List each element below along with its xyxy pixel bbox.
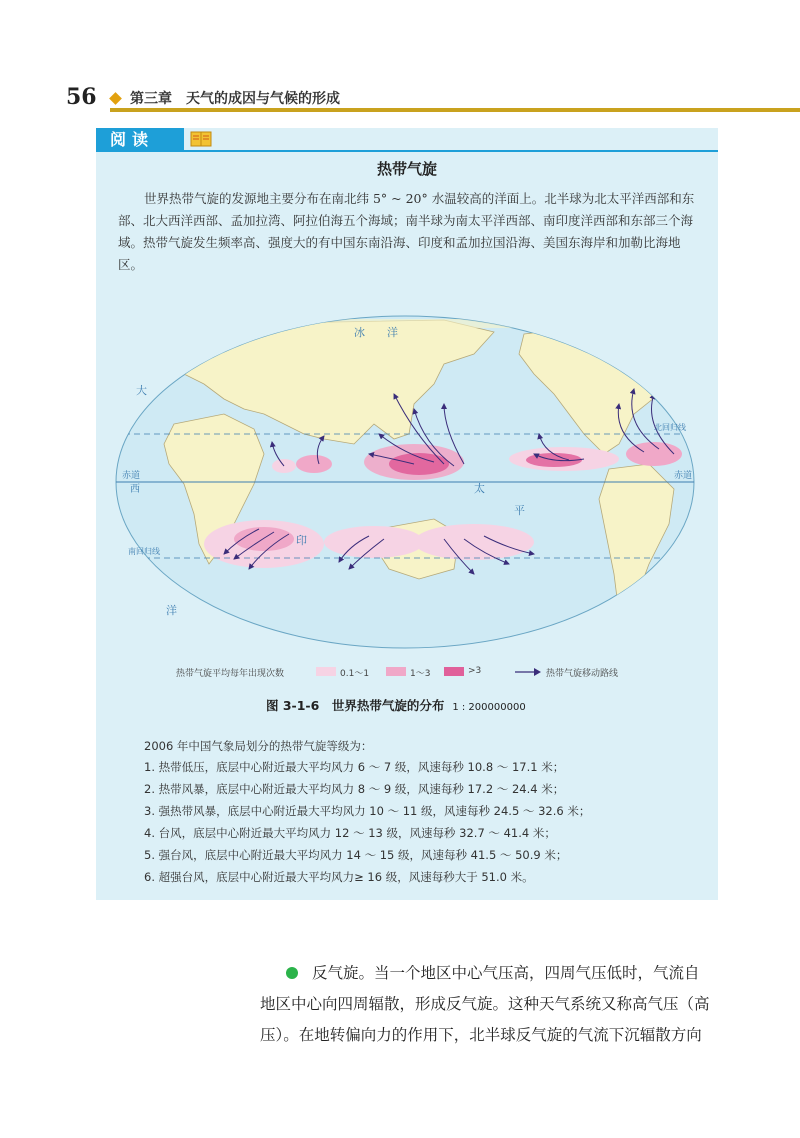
header-rule <box>110 108 800 112</box>
label-pacific-2: 平 <box>514 504 525 517</box>
label-tropic-cancer: 北回归线 <box>654 423 686 432</box>
cyclone-grades <box>144 736 704 888</box>
body-line-3: 压）。在地转偏向力的作用下，北半球反气旋的气流下沉辐散方向 <box>260 1026 702 1044</box>
legend-range-3: >3 <box>468 666 482 676</box>
zone-sw-pacific <box>414 524 534 560</box>
body-line-1 <box>0 958 722 989</box>
label-indian-ocean: 印 <box>296 534 307 547</box>
grade-item: 4. 台风，底层中心附近最大平均风力 12 ～ 13 级，风速每秒 32.7 ～ 41.4 米； <box>144 826 556 840</box>
legend-track-label: 热带气旋移动路线 <box>546 669 619 679</box>
label-tropic-capricorn: 南回归线 <box>128 547 160 556</box>
page-header <box>0 78 800 118</box>
zone-bay-bengal <box>296 455 332 473</box>
reading-tab: 阅读 <box>96 128 184 152</box>
legend-range-2: 1～3 <box>410 669 431 679</box>
grades-intro: 2006 年中国气象局划分的热带气旋等级为： <box>144 739 373 753</box>
zone-se-indian <box>324 526 424 558</box>
article-paragraph <box>118 188 698 276</box>
grade-item: 2. 热带风暴，底层中心附近最大平均风力 8 ～ 9 级，风速每秒 17.2 ～ 24.4 米； <box>144 782 565 796</box>
grade-item: 6. 超强台风，底层中心附近最大平均风力≥ 16 级，风速每秒大于 51.0 米。 <box>144 870 534 884</box>
chapter-title: 第三章 天气的成因与气候的形成 <box>130 91 340 107</box>
article-text: 世界热带气旋的发源地主要分布在南北纬 5° ~ 20° 水温较高的洋面上。北半球为北太平洋西部和东部、北大西洋西部、孟加拉湾、阿拉伯海五个海域；南半球为南太平洋西部、南印度洋西部和东部三个海域。热带气旋发生频率高、强度大的有中国东南沿海、印度和孟加拉国沿海、美国东海岸和加勒比海地区。 <box>118 191 695 272</box>
book-icon <box>190 130 212 148</box>
body-text <box>260 958 722 1051</box>
label-equator-east: 赤道 <box>674 471 693 481</box>
label-south-ocean: 洋 <box>166 604 177 617</box>
legend-swatch-low <box>316 667 336 676</box>
tab-rule <box>184 150 718 152</box>
legend-swatch-mid <box>386 667 406 676</box>
legend-range-1: 0.1～1 <box>340 669 370 679</box>
figure-scale: 1 : 200000000 <box>452 702 526 713</box>
legend-swatch-high <box>444 667 464 676</box>
world-cyclone-map <box>114 314 696 650</box>
grade-item: 1. 热带低压，底层中心附近最大平均风力 6 ～ 7 级，风速每秒 10.8 ～ 17.1 米； <box>144 760 565 774</box>
article-title: 热带气旋 <box>376 160 437 178</box>
label-equator-west: 赤道 <box>122 471 141 481</box>
reading-panel <box>96 128 718 900</box>
body-line-2: 地区中心向四周辐散，形成反气旋。这种天气系统又称高气压（高 <box>260 995 710 1013</box>
zone-nw-pacific-high <box>389 453 449 475</box>
body-line-1-text: 反气旋。当一个地区中心气压高，四周气压低时，气流自 <box>312 964 700 982</box>
bullet-icon <box>286 967 298 979</box>
legend-title: 热带气旋平均每年出现次数 <box>176 669 285 679</box>
grade-item: 3. 强热带风暴，底层中心附近最大平均风力 10 ～ 11 级，风速每秒 24.5 ～ 32.6 米； <box>144 804 591 818</box>
map-legend <box>176 664 696 680</box>
label-pacific-1: 太 <box>474 482 485 495</box>
diamond-icon <box>109 92 122 105</box>
label-atlantic: 大 <box>136 384 147 397</box>
label-arctic-ocean: 冰 洋 <box>354 326 398 339</box>
figure-title: 图 3-1-6 世界热带气旋的分布 <box>266 698 445 713</box>
label-west: 西 <box>130 484 140 495</box>
figure-caption <box>266 696 526 714</box>
grade-item: 5. 强台风，底层中心附近最大平均风力 14 ～ 15 级，风速每秒 41.5 ～ 50.9 米； <box>144 848 568 862</box>
page-number: 56 <box>66 84 97 110</box>
arctic-land <box>134 319 674 328</box>
zone-sw-indian-mid <box>234 527 294 551</box>
legend-arrow-icon <box>514 667 542 677</box>
